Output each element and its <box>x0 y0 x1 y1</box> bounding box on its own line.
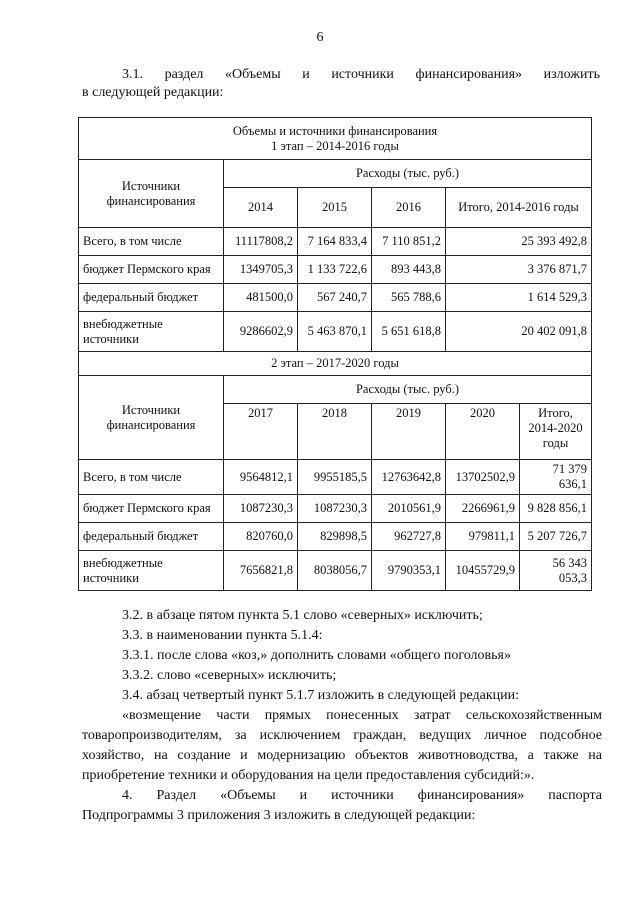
table-title-line-1: Объемы и источники финансирования <box>232 123 438 138</box>
cell: 56 343 053,3 <box>520 551 592 591</box>
intro-word: финансирования» <box>415 67 523 82</box>
cell: 565 788,6 <box>372 284 446 312</box>
intro-word: «Объемы <box>225 67 281 82</box>
intro-line-2: в следующей редакции: <box>82 85 224 100</box>
paragraph: 3.3. в наименовании пункта 5.1.4: <box>122 628 323 643</box>
table-row <box>79 256 592 284</box>
amendments-text <box>82 606 602 826</box>
cell: 1087230,3 <box>298 495 372 523</box>
row-label: Всего, в том числе <box>79 460 224 495</box>
cell: 7 164 833,4 <box>298 228 372 256</box>
cell: 11117808,2 <box>224 228 298 256</box>
table-row <box>79 460 592 495</box>
table-row <box>79 551 592 591</box>
cell: 9790353,1 <box>372 551 446 591</box>
quoted-paragraph: «возмещение части прямых понесенных затрат сельскохозяйственным товаропроизводителям, за исключением граждан, ведущих личное подсобное хозяйство, на создание и модернизацию объектов животноводства, а также на приобретение техники и оборудования на цели предоставления субсидий:». <box>82 708 602 783</box>
section4-word: «Объемы <box>220 788 276 803</box>
cell: 5 207 726,7 <box>520 523 592 551</box>
cell: 979811,1 <box>446 523 520 551</box>
row-label: федеральный бюджет <box>79 284 224 312</box>
paragraph: 3.3.2. слово «северных» исключить; <box>122 668 337 683</box>
cell: 12763642,8 <box>372 460 446 495</box>
table-row <box>79 284 592 312</box>
year-2017: 2017 <box>224 404 298 460</box>
section4-word: и <box>299 788 308 803</box>
cell: 9564812,1 <box>224 460 298 495</box>
stage2-header-row <box>79 376 592 404</box>
cell: 25 393 492,8 <box>446 228 592 256</box>
intro-word: и <box>302 67 310 82</box>
year-2019: 2019 <box>372 404 446 460</box>
section4-word: 4. <box>122 788 133 803</box>
section4-word: финансирования» <box>417 788 525 803</box>
year-2018: 2018 <box>298 404 372 460</box>
cell: 10455729,9 <box>446 551 520 591</box>
row-label: бюджет Пермского края <box>79 495 224 523</box>
stage2-title-row <box>79 352 592 376</box>
table-row <box>79 228 592 256</box>
year-2016: 2016 <box>372 188 446 228</box>
stage1-header-row <box>79 160 592 188</box>
page-number: 6 <box>316 30 324 45</box>
cell: 567 240,7 <box>298 284 372 312</box>
cell: 962727,8 <box>372 523 446 551</box>
stage1-title: 1 этап – 2014-2016 годы <box>271 138 399 153</box>
cell: 2266961,9 <box>446 495 520 523</box>
section4-line-2: Подпрограммы 3 приложения 3 изложить в следующей редакции: <box>82 808 476 823</box>
section4-word: Раздел <box>156 788 197 803</box>
stage1-sources-header: Источники финансирования <box>79 160 224 228</box>
row-label: федеральный бюджет <box>79 523 224 551</box>
cell: 9955185,5 <box>298 460 372 495</box>
paragraph: 3.3.1. после слова «коз,» дополнить словами «общего поголовья» <box>122 648 511 663</box>
paragraph: 3.2. в абзаце пятом пункта 5.1 слово «северных» исключить; <box>122 608 483 623</box>
intro-line-1 <box>82 66 600 84</box>
paragraph: 3.4. абзац четвертый пункт 5.1.7 изложить в следующей редакции: <box>122 688 520 703</box>
table-row <box>79 495 592 523</box>
cell: 9 828 856,1 <box>520 495 592 523</box>
stage2-total-header: Итого, 2014-2020 годы <box>520 404 592 460</box>
financing-table <box>78 117 592 591</box>
cell: 9286602,9 <box>224 312 298 352</box>
intro-paragraph <box>82 66 600 102</box>
cell: 2010561,9 <box>372 495 446 523</box>
stage1-expenses-header: Расходы (тыс. руб.) <box>224 160 592 188</box>
cell: 893 443,8 <box>372 256 446 284</box>
row-label: внебюджетные источники <box>79 551 224 591</box>
section4-line-1 <box>82 786 602 806</box>
cell: 829898,5 <box>298 523 372 551</box>
cell: 820760,0 <box>224 523 298 551</box>
row-label: бюджет Пермского края <box>79 256 224 284</box>
stage2-sources-header: Источники финансирования <box>79 376 224 460</box>
cell: 481500,0 <box>224 284 298 312</box>
cell: 13702502,9 <box>446 460 520 495</box>
cell: 1087230,3 <box>224 495 298 523</box>
cell: 20 402 091,8 <box>446 312 592 352</box>
table-title <box>79 118 592 160</box>
cell: 5 651 618,8 <box>372 312 446 352</box>
stage2-expenses-header: Расходы (тыс. руб.) <box>224 376 592 404</box>
stage2-title: 2 этап – 2017-2020 годы <box>79 352 592 376</box>
intro-word: изложить <box>543 67 600 82</box>
cell: 71 379 636,1 <box>520 460 592 495</box>
table-row <box>79 312 592 352</box>
cell: 7656821,8 <box>224 551 298 591</box>
stage1-total-header: Итого, 2014-2016 годы <box>446 188 592 228</box>
table-title-row <box>79 118 592 160</box>
cell: 7 110 851,2 <box>372 228 446 256</box>
cell: 8038056,7 <box>298 551 372 591</box>
cell: 1349705,3 <box>224 256 298 284</box>
intro-word: источники <box>331 67 394 82</box>
year-2014: 2014 <box>224 188 298 228</box>
row-label: внебюджетные источники <box>79 312 224 352</box>
section4-word: источники <box>331 788 394 803</box>
cell: 5 463 870,1 <box>298 312 372 352</box>
year-2015: 2015 <box>298 188 372 228</box>
section4-word: паспорта <box>548 788 602 803</box>
row-label: Всего, в том числе <box>79 228 224 256</box>
intro-word: раздел <box>164 67 204 82</box>
cell: 1 614 529,3 <box>446 284 592 312</box>
cell: 3 376 871,7 <box>446 256 592 284</box>
intro-word: 3.1. <box>122 67 143 82</box>
year-2020: 2020 <box>446 404 520 460</box>
table-row <box>79 523 592 551</box>
cell: 1 133 722,6 <box>298 256 372 284</box>
